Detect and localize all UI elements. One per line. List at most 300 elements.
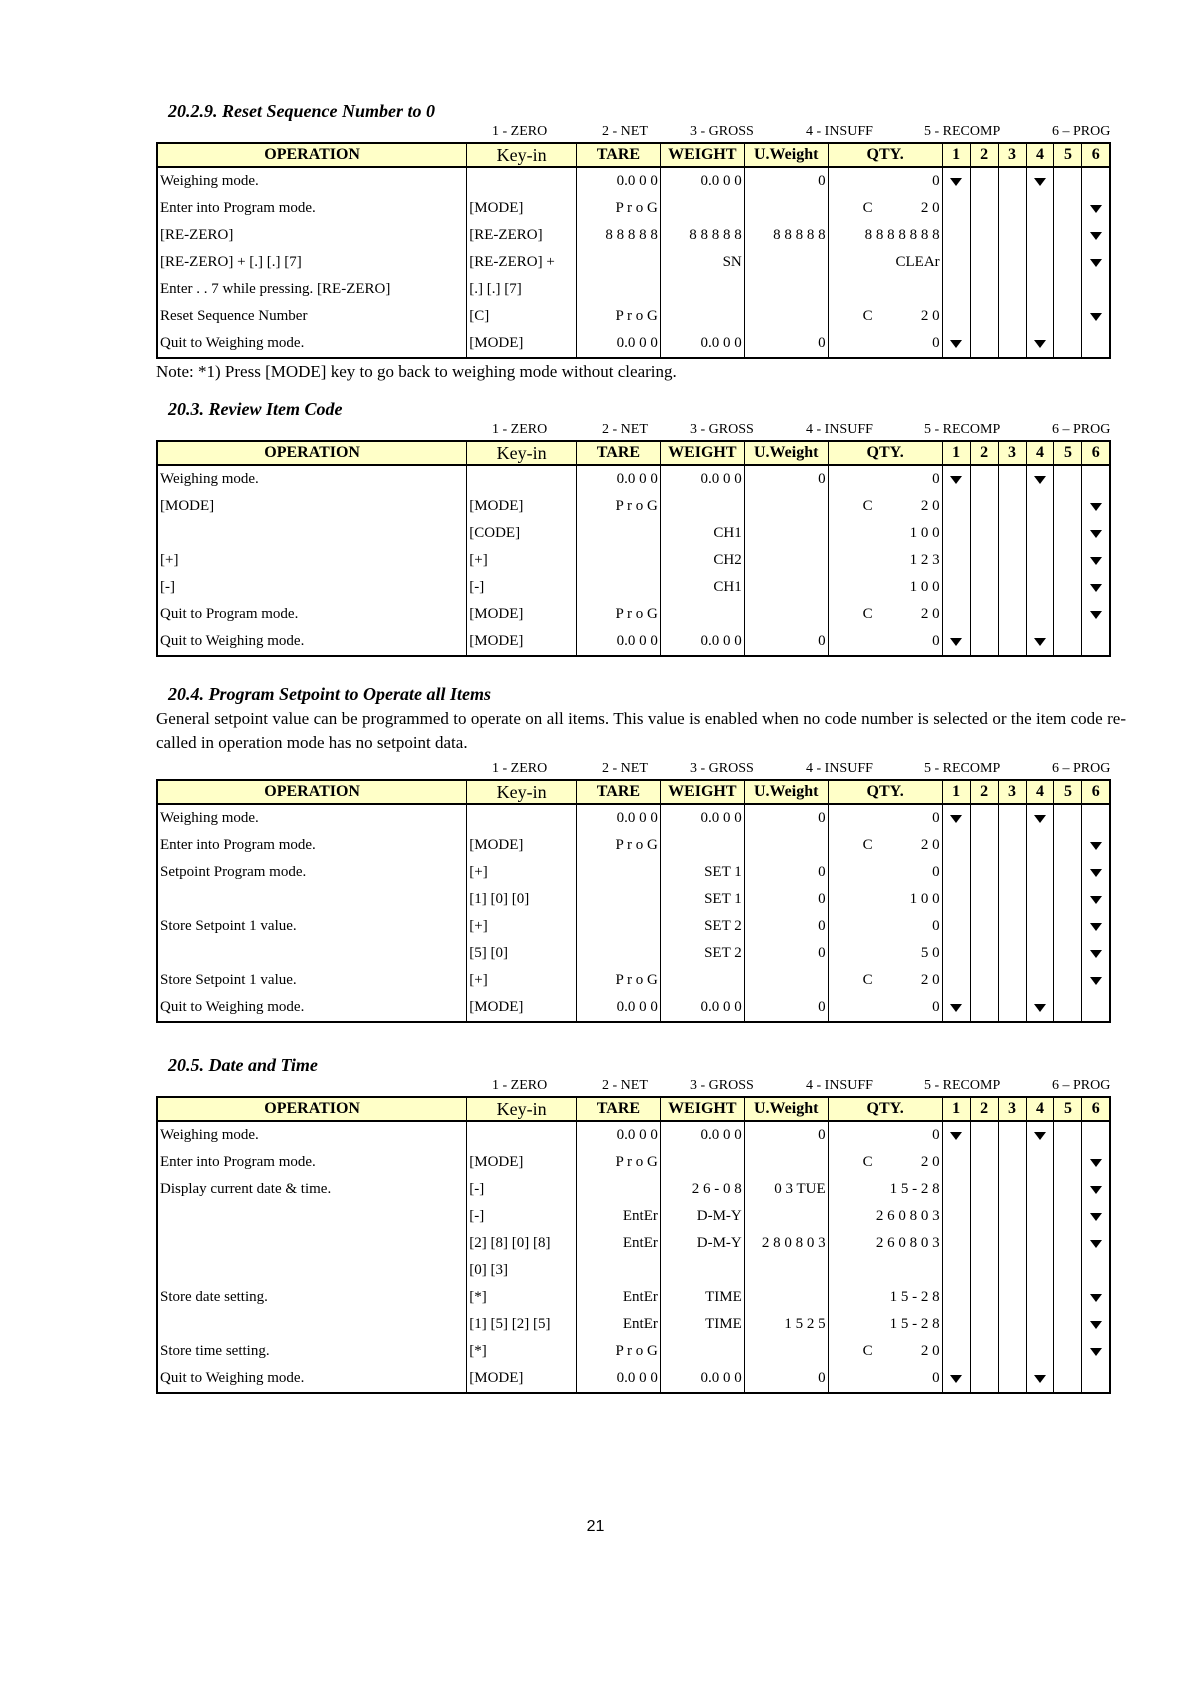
table-row: [157, 195, 1110, 222]
cell-indicator-3: [998, 249, 1026, 276]
cell-uweight: 0: [744, 628, 828, 656]
qty-value: 2 0: [920, 308, 940, 324]
qty-value: 8 8 8 8 8 8 8: [864, 227, 940, 243]
cell-tare: 0.0 0 0: [576, 1365, 660, 1393]
cell-uweight: 0: [744, 465, 828, 493]
cell-indicator-3: [998, 1311, 1026, 1338]
cell-operation: Enter . . 7 while pressing. [RE-ZERO]: [157, 276, 467, 303]
table-row: [157, 913, 1110, 940]
legend-item: 1 - ZERO: [492, 422, 548, 437]
table-row: [157, 303, 1110, 330]
cell-indicator-4: [1026, 1176, 1054, 1203]
cell-indicator-5: [1054, 940, 1082, 967]
cell-indicator-5: [1054, 1149, 1082, 1176]
cell-weight: [660, 1338, 744, 1365]
header-operation: OPERATION: [157, 780, 467, 804]
table-row: [157, 222, 1110, 249]
cell-weight: 8 8 8 8 8: [660, 222, 744, 249]
cell-tare: [576, 249, 660, 276]
cell-tare: 0.0 0 0: [576, 628, 660, 656]
qty-value: 0: [932, 918, 940, 934]
qty-value: 0: [932, 1370, 940, 1386]
cell-indicator-5: [1054, 1257, 1082, 1284]
qty-value: 0: [932, 471, 940, 487]
cell-operation: [157, 520, 467, 547]
down-triangle-icon: [1090, 1213, 1102, 1221]
qty-value: 1 5 - 2 8: [889, 1181, 940, 1197]
cell-indicator-6: [1082, 520, 1110, 547]
cell-indicator-3: [998, 1121, 1026, 1149]
cell-weight: [660, 601, 744, 628]
legend-item: 1 - ZERO: [492, 1078, 548, 1093]
section-title: 20.3. Review Item Code: [168, 399, 343, 419]
header-indicator-5: 5: [1054, 143, 1082, 167]
qty-value: 0: [932, 335, 940, 351]
cell-indicator-2: [970, 913, 998, 940]
cell-qty: [828, 574, 942, 601]
cell-indicator-3: [998, 167, 1026, 195]
cell-qty: [828, 913, 942, 940]
header-keyin: Key-in: [467, 780, 577, 804]
cell-tare: [576, 1176, 660, 1203]
cell-weight: [660, 276, 744, 303]
header-keyin: Key-in: [467, 143, 577, 167]
cell-operation: [RE-ZERO] + [.] [.] [7]: [157, 249, 467, 276]
qty-code: C: [862, 1154, 873, 1170]
table-row: [157, 276, 1110, 303]
cell-qty: [828, 303, 942, 330]
table-row: [157, 994, 1110, 1022]
cell-indicator-4: [1026, 276, 1054, 303]
down-triangle-icon: [950, 1004, 962, 1012]
header-operation: OPERATION: [157, 441, 467, 465]
cell-indicator-4: [1026, 994, 1054, 1022]
cell-weight: [660, 967, 744, 994]
cell-indicator-1: [942, 1176, 970, 1203]
table-row: [157, 601, 1110, 628]
cell-indicator-2: [970, 167, 998, 195]
down-triangle-icon: [1090, 1321, 1102, 1329]
table-row: [157, 859, 1110, 886]
cell-indicator-3: [998, 886, 1026, 913]
cell-tare: 0.0 0 0: [576, 994, 660, 1022]
cell-indicator-4: [1026, 804, 1054, 832]
cell-operation: Quit to Weighing mode.: [157, 994, 467, 1022]
cell-indicator-1: [942, 1311, 970, 1338]
cell-indicator-3: [998, 804, 1026, 832]
cell-tare: P r o G: [576, 832, 660, 859]
cell-uweight: 0: [744, 994, 828, 1022]
table-row: [157, 628, 1110, 656]
header-indicator-3: 3: [998, 1097, 1026, 1121]
legend-item: 6 – PROG: [1052, 761, 1111, 776]
cell-keyin: [1] [0] [0]: [467, 886, 577, 913]
cell-tare: 0.0 0 0: [576, 330, 660, 358]
cell-operation: Store time setting.: [157, 1338, 467, 1365]
cell-operation: Enter into Program mode.: [157, 195, 467, 222]
cell-indicator-4: [1026, 913, 1054, 940]
cell-operation: [RE-ZERO]: [157, 222, 467, 249]
cell-indicator-4: [1026, 859, 1054, 886]
cell-tare: EntEr: [576, 1311, 660, 1338]
cell-uweight: [744, 547, 828, 574]
cell-indicator-2: [970, 1149, 998, 1176]
table-row: [157, 1365, 1110, 1393]
cell-tare: [576, 940, 660, 967]
cell-indicator-4: [1026, 465, 1054, 493]
table-row: [157, 1311, 1110, 1338]
qty-value: 0: [932, 173, 940, 189]
cell-indicator-6: [1082, 1176, 1110, 1203]
cell-indicator-3: [998, 601, 1026, 628]
legend-item: 4 - INSUFF: [806, 124, 873, 139]
qty-value: 5 0: [920, 945, 940, 961]
down-triangle-icon: [1090, 557, 1102, 565]
header-qty: QTY.: [828, 780, 942, 804]
cell-weight: 0.0 0 0: [660, 994, 744, 1022]
header-qty: QTY.: [828, 143, 942, 167]
cell-indicator-5: [1054, 222, 1082, 249]
cell-weight: SET 1: [660, 859, 744, 886]
cell-keyin: [.] [.] [7]: [467, 276, 577, 303]
cell-indicator-4: [1026, 886, 1054, 913]
qty-code: C: [862, 837, 873, 853]
operation-table: [156, 142, 1111, 359]
cell-indicator-1: [942, 1230, 970, 1257]
cell-indicator-5: [1054, 628, 1082, 656]
cell-indicator-5: [1054, 804, 1082, 832]
cell-indicator-6: [1082, 832, 1110, 859]
cell-indicator-2: [970, 967, 998, 994]
cell-qty: [828, 1149, 942, 1176]
down-triangle-icon: [1090, 503, 1102, 511]
cell-weight: 0.0 0 0: [660, 1365, 744, 1393]
cell-uweight: [744, 967, 828, 994]
cell-keyin: [MODE]: [467, 195, 577, 222]
cell-qty: [828, 465, 942, 493]
cell-indicator-1: [942, 967, 970, 994]
cell-indicator-1: [942, 1338, 970, 1365]
legend-item: 2 - NET: [602, 1078, 648, 1093]
header-weight: WEIGHT: [660, 143, 744, 167]
cell-weight: SN: [660, 249, 744, 276]
cell-indicator-3: [998, 493, 1026, 520]
cell-indicator-1: [942, 1257, 970, 1284]
cell-keyin: [CODE]: [467, 520, 577, 547]
cell-indicator-5: [1054, 520, 1082, 547]
cell-tare: [576, 913, 660, 940]
operation-table: [156, 440, 1111, 657]
cell-indicator-4: [1026, 1149, 1054, 1176]
cell-weight: [660, 1257, 744, 1284]
cell-indicator-3: [998, 222, 1026, 249]
cell-indicator-4: [1026, 1338, 1054, 1365]
header-uweight: U.Weight: [744, 441, 828, 465]
cell-indicator-3: [998, 1149, 1026, 1176]
cell-indicator-4: [1026, 520, 1054, 547]
cell-indicator-1: [942, 330, 970, 358]
cell-tare: [576, 859, 660, 886]
cell-indicator-1: [942, 465, 970, 493]
header-keyin: Key-in: [467, 1097, 577, 1121]
down-triangle-icon: [1034, 1132, 1046, 1140]
cell-keyin: [+]: [467, 547, 577, 574]
header-indicator-2: 2: [970, 441, 998, 465]
cell-qty: [828, 276, 942, 303]
qty-value: 1 0 0: [909, 891, 940, 907]
table-row: [157, 886, 1110, 913]
down-triangle-icon: [950, 1132, 962, 1140]
cell-qty: [828, 1203, 942, 1230]
cell-uweight: [744, 832, 828, 859]
cell-indicator-2: [970, 1176, 998, 1203]
qty-code: C: [862, 1343, 873, 1359]
cell-weight: D-M-Y: [660, 1203, 744, 1230]
cell-weight: [660, 303, 744, 330]
cell-keyin: [MODE]: [467, 601, 577, 628]
cell-uweight: 0: [744, 1121, 828, 1149]
cell-operation: Enter into Program mode.: [157, 832, 467, 859]
legend-item: 5 - RECOMP: [924, 1078, 1001, 1093]
cell-indicator-4: [1026, 574, 1054, 601]
cell-indicator-3: [998, 628, 1026, 656]
qty-code: C: [862, 606, 873, 622]
table-row: [157, 249, 1110, 276]
cell-weight: 0.0 0 0: [660, 167, 744, 195]
cell-indicator-6: [1082, 940, 1110, 967]
cell-indicator-1: [942, 574, 970, 601]
table-row: [157, 1257, 1110, 1284]
cell-indicator-3: [998, 1203, 1026, 1230]
legend-item: 3 - GROSS: [690, 761, 754, 776]
down-triangle-icon: [1090, 1348, 1102, 1356]
cell-weight: 0.0 0 0: [660, 628, 744, 656]
down-triangle-icon: [1090, 530, 1102, 538]
cell-tare: 0.0 0 0: [576, 1121, 660, 1149]
header-indicator-5: 5: [1054, 1097, 1082, 1121]
cell-tare: 8 8 8 8 8: [576, 222, 660, 249]
cell-operation: Reset Sequence Number: [157, 303, 467, 330]
section-title: 20.5. Date and Time: [168, 1055, 318, 1075]
cell-uweight: 0: [744, 330, 828, 358]
cell-qty: [828, 249, 942, 276]
cell-operation: Weighing mode.: [157, 167, 467, 195]
cell-weight: 2 6 - 0 8: [660, 1176, 744, 1203]
cell-uweight: 0: [744, 886, 828, 913]
cell-indicator-2: [970, 465, 998, 493]
cell-tare: EntEr: [576, 1230, 660, 1257]
cell-keyin: [2] [8] [0] [8]: [467, 1230, 577, 1257]
cell-indicator-5: [1054, 601, 1082, 628]
cell-indicator-1: [942, 520, 970, 547]
cell-keyin: [-]: [467, 574, 577, 601]
cell-indicator-4: [1026, 1203, 1054, 1230]
cell-qty: [828, 628, 942, 656]
header-indicator-3: 3: [998, 441, 1026, 465]
table-row: [157, 465, 1110, 493]
cell-qty: [828, 994, 942, 1022]
down-triangle-icon: [1090, 611, 1102, 619]
down-triangle-icon: [1034, 476, 1046, 484]
cell-indicator-4: [1026, 1365, 1054, 1393]
cell-keyin: [467, 167, 577, 195]
cell-qty: [828, 1284, 942, 1311]
legend-item: 2 - NET: [602, 761, 648, 776]
cell-operation: Store Setpoint 1 value.: [157, 913, 467, 940]
qty-code: C: [862, 308, 873, 324]
operation-table: [156, 779, 1111, 1023]
cell-indicator-5: [1054, 832, 1082, 859]
cell-indicator-1: [942, 804, 970, 832]
legend-item: 2 - NET: [602, 422, 648, 437]
down-triangle-icon: [950, 178, 962, 186]
cell-tare: 0.0 0 0: [576, 167, 660, 195]
header-weight: WEIGHT: [660, 780, 744, 804]
cell-tare: [576, 520, 660, 547]
cell-indicator-5: [1054, 303, 1082, 330]
cell-operation: [MODE]: [157, 493, 467, 520]
header-tare: TARE: [576, 1097, 660, 1121]
indicator-legend: [156, 1076, 1126, 1096]
section-0: [156, 100, 1126, 383]
cell-indicator-2: [970, 940, 998, 967]
cell-keyin: [+]: [467, 913, 577, 940]
cell-indicator-4: [1026, 303, 1054, 330]
cell-indicator-5: [1054, 1203, 1082, 1230]
cell-indicator-4: [1026, 601, 1054, 628]
header-uweight: U.Weight: [744, 143, 828, 167]
cell-operation: Weighing mode.: [157, 465, 467, 493]
cell-operation: Quit to Weighing mode.: [157, 330, 467, 358]
section-3: [156, 1054, 1126, 1394]
down-triangle-icon: [1090, 584, 1102, 592]
qty-value: 1 2 3: [909, 552, 940, 568]
down-triangle-icon: [1034, 815, 1046, 823]
down-triangle-icon: [1034, 340, 1046, 348]
page-number: 21: [586, 1518, 605, 1535]
cell-weight: D-M-Y: [660, 1230, 744, 1257]
cell-tare: [576, 1257, 660, 1284]
cell-indicator-1: [942, 886, 970, 913]
operation-table: [156, 1096, 1111, 1394]
cell-operation: Setpoint Program mode.: [157, 859, 467, 886]
cell-indicator-6: [1082, 1230, 1110, 1257]
cell-indicator-6: [1082, 574, 1110, 601]
qty-value: 0: [932, 810, 940, 826]
cell-keyin: [0] [3]: [467, 1257, 577, 1284]
cell-indicator-3: [998, 465, 1026, 493]
cell-indicator-6: [1082, 967, 1110, 994]
down-triangle-icon: [950, 1375, 962, 1383]
cell-weight: SET 1: [660, 886, 744, 913]
legend-item: 2 - NET: [602, 124, 648, 139]
header-qty: QTY.: [828, 1097, 942, 1121]
cell-indicator-2: [970, 832, 998, 859]
section-1: [156, 398, 1126, 657]
table-row: [157, 1121, 1110, 1149]
cell-indicator-6: [1082, 994, 1110, 1022]
header-weight: WEIGHT: [660, 1097, 744, 1121]
table-row: [157, 804, 1110, 832]
cell-tare: EntEr: [576, 1284, 660, 1311]
qty-value: 1 0 0: [909, 579, 940, 595]
cell-indicator-5: [1054, 859, 1082, 886]
legend-item: 5 - RECOMP: [924, 124, 1001, 139]
header-row: [157, 1097, 1110, 1121]
cell-qty: [828, 520, 942, 547]
cell-indicator-2: [970, 303, 998, 330]
cell-keyin: [467, 1121, 577, 1149]
cell-uweight: 0: [744, 913, 828, 940]
header-tare: TARE: [576, 441, 660, 465]
cell-qty: [828, 886, 942, 913]
cell-tare: P r o G: [576, 1338, 660, 1365]
qty-value: CLEAr: [895, 254, 940, 270]
indicator-legend: [156, 759, 1126, 779]
cell-indicator-4: [1026, 1257, 1054, 1284]
cell-tare: EntEr: [576, 1203, 660, 1230]
cell-operation: [157, 940, 467, 967]
cell-tare: [576, 886, 660, 913]
down-triangle-icon: [1090, 259, 1102, 267]
cell-weight: 0.0 0 0: [660, 465, 744, 493]
cell-indicator-3: [998, 940, 1026, 967]
cell-indicator-2: [970, 520, 998, 547]
cell-indicator-6: [1082, 628, 1110, 656]
legend-item: 4 - INSUFF: [806, 1078, 873, 1093]
cell-operation: Display current date & time.: [157, 1176, 467, 1203]
table-row: [157, 1176, 1110, 1203]
cell-operation: Enter into Program mode.: [157, 1149, 467, 1176]
cell-keyin: [RE-ZERO] +: [467, 249, 577, 276]
cell-indicator-2: [970, 601, 998, 628]
down-triangle-icon: [1090, 842, 1102, 850]
cell-keyin: [-]: [467, 1203, 577, 1230]
cell-indicator-3: [998, 1230, 1026, 1257]
legend-item: 6 – PROG: [1052, 1078, 1111, 1093]
cell-weight: CH1: [660, 520, 744, 547]
cell-indicator-1: [942, 249, 970, 276]
legend-item: 5 - RECOMP: [924, 422, 1001, 437]
cell-keyin: [+]: [467, 967, 577, 994]
cell-indicator-6: [1082, 1311, 1110, 1338]
qty-value: 2 0: [920, 1343, 940, 1359]
legend-item: 3 - GROSS: [690, 124, 754, 139]
cell-keyin: [C]: [467, 303, 577, 330]
cell-keyin: [MODE]: [467, 330, 577, 358]
cell-operation: Store Setpoint 1 value.: [157, 967, 467, 994]
cell-indicator-5: [1054, 547, 1082, 574]
cell-operation: [157, 1203, 467, 1230]
header-indicator-2: 2: [970, 143, 998, 167]
cell-indicator-4: [1026, 1311, 1054, 1338]
cell-indicator-6: [1082, 330, 1110, 358]
table-row: [157, 547, 1110, 574]
cell-indicator-6: [1082, 276, 1110, 303]
cell-operation: [157, 1230, 467, 1257]
cell-indicator-4: [1026, 832, 1054, 859]
cell-qty: [828, 493, 942, 520]
legend-item: 5 - RECOMP: [924, 761, 1001, 776]
cell-indicator-1: [942, 832, 970, 859]
down-triangle-icon: [1034, 1004, 1046, 1012]
cell-indicator-4: [1026, 167, 1054, 195]
header-indicator-6: 6: [1082, 780, 1110, 804]
header-indicator-5: 5: [1054, 441, 1082, 465]
cell-tare: P r o G: [576, 1149, 660, 1176]
cell-qty: [828, 1121, 942, 1149]
cell-indicator-6: [1082, 1338, 1110, 1365]
